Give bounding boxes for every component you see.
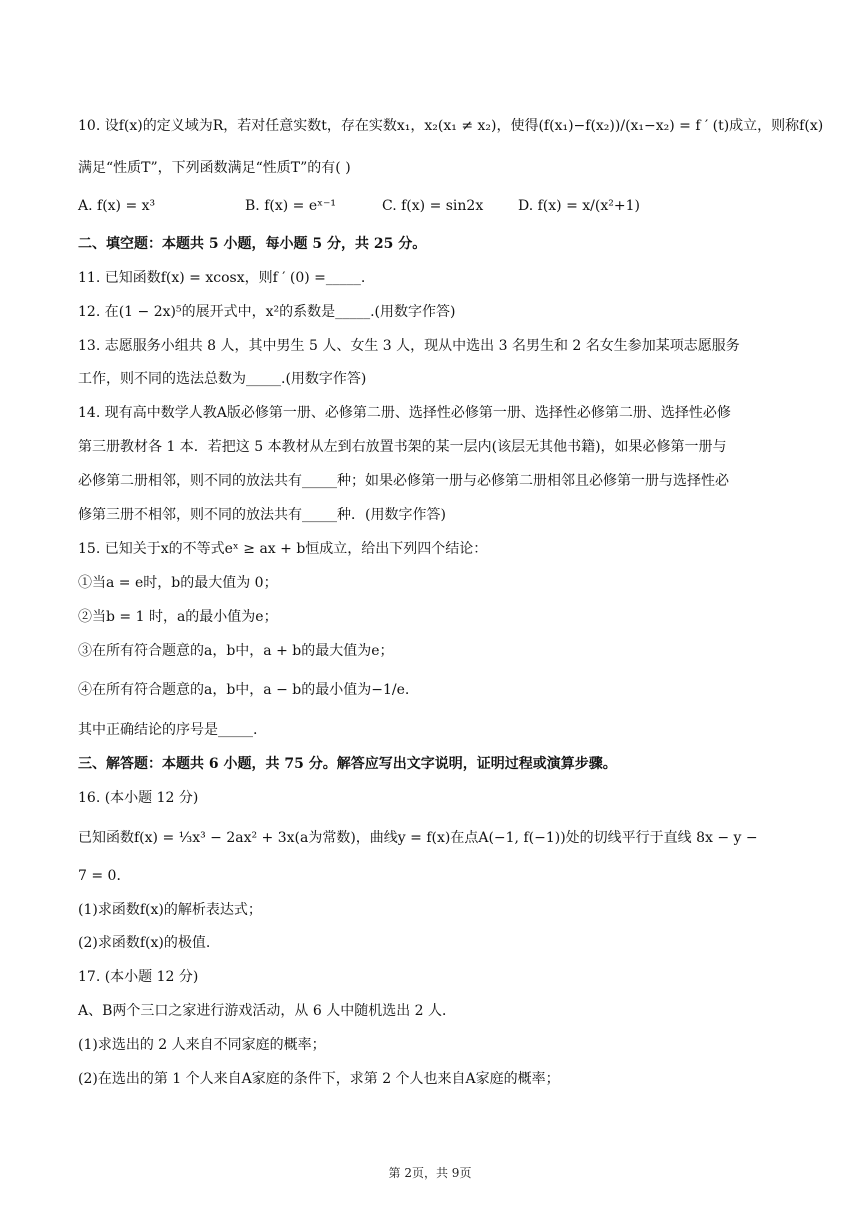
q17-part1: (1)求选出的 2 人来自不同家庭的概率；: [78, 1037, 326, 1053]
q15-question: 其中正确结论的序号是_____.: [78, 722, 258, 738]
q15-conclusion-1: ①当a = e时，b的最大值为 0；: [78, 575, 278, 591]
q15-conclusion-4: ④在所有符合题意的a，b中，a − b的最小值为−1/e.: [78, 682, 410, 698]
q10-option-a: A. f(x) = x³: [78, 198, 156, 214]
q13-line1: 13. 志愿服务小组共 8 人，其中男生 5 人、女生 3 人，现从中选出 3 名男生和 2 名女生参加某项志愿服务: [78, 338, 740, 354]
q16-line2: 7 = 0．: [78, 868, 131, 884]
q11: 11. 已知函数f(x) = xcosx，则f ′ (0) =_____.: [78, 270, 366, 286]
q10-line1: 10. 设f(x)的定义域为R，若对任意实数t，存在实数x₁，x₂(x₁ ≠ x₂)，使得(f(x₁)−f(x₂))/(x₁−x₂) = f ′ (t)成立，则称f(x): [78, 118, 824, 134]
q16-part2: (2)求函数f(x)的极值.: [78, 935, 211, 951]
q10-option-b: B. f(x) = eˣ⁻¹: [245, 198, 337, 214]
q17-line1: A、B两个三口之家进行游戏活动，从 6 人中随机选出 2 人．: [78, 1003, 457, 1019]
q16-part1: (1)求函数f(x)的解析表达式；: [78, 902, 262, 918]
q14-line1: 14. 现有高中数学人教A版必修第一册、必修第二册、选择性必修第一册、选择性必修第二册、选择性必修: [78, 405, 731, 421]
q14-line3: 必修第二册相邻，则不同的放法共有_____种；如果必修第一册与必修第二册相邻且必修第一册与选择性必: [78, 473, 729, 489]
q10-line2: 满足“性质T”，下列函数满足“性质T”的有( ): [78, 160, 351, 176]
q15-conclusion-2: ②当b = 1 时，a的最小值为e；: [78, 609, 278, 625]
q15-conclusion-3: ③在所有符合题意的a，b中，a + b的最大值为e；: [78, 643, 394, 659]
q13-line2: 工作，则不同的选法总数为_____.(用数字作答): [78, 371, 367, 387]
q17-part2: (2)在选出的第 1 个人来自A家庭的条件下，求第 2 个人也来自A家庭的概率；: [78, 1071, 560, 1087]
q16-line1: 已知函数f(x) = ⅓x³ − 2ax² + 3x(a为常数)，曲线y = f(x)在点A(−1, f(−1))处的切线平行于直线 8x − y −: [78, 830, 758, 846]
q14-line2: 第三册教材各 1 本．若把这 5 本教材从左到右放置书架的某一层内(该层无其他书籍)，如果必修第一册与: [78, 439, 727, 455]
q15-intro: 15. 已知关于x的不等式eˣ ≥ ax + b恒成立，给出下列四个结论：: [78, 541, 488, 557]
section2-header: 二、填空题：本题共 5 小题，每小题 5 分，共 25 分。: [78, 236, 427, 252]
q17-title: 17. (本小题 12 分): [78, 969, 199, 985]
q10-option-d: D. f(x) = x/(x²+1): [518, 198, 640, 214]
page-footer: 第 2页，共 9页: [388, 1166, 472, 1180]
q12: 12. 在(1 − 2x)⁵的展开式中，x²的系数是_____.(用数字作答): [78, 304, 456, 320]
q10-option-c: C. f(x) = sin2x: [382, 198, 484, 214]
q16-title: 16. (本小题 12 分): [78, 790, 199, 806]
q14-line4: 修第三册不相邻，则不同的放法共有_____种．(用数字作答): [78, 507, 446, 523]
section3-header: 三、解答题：本题共 6 小题，共 75 分。解答应写出文字说明，证明过程或演算步骤。: [78, 756, 617, 772]
